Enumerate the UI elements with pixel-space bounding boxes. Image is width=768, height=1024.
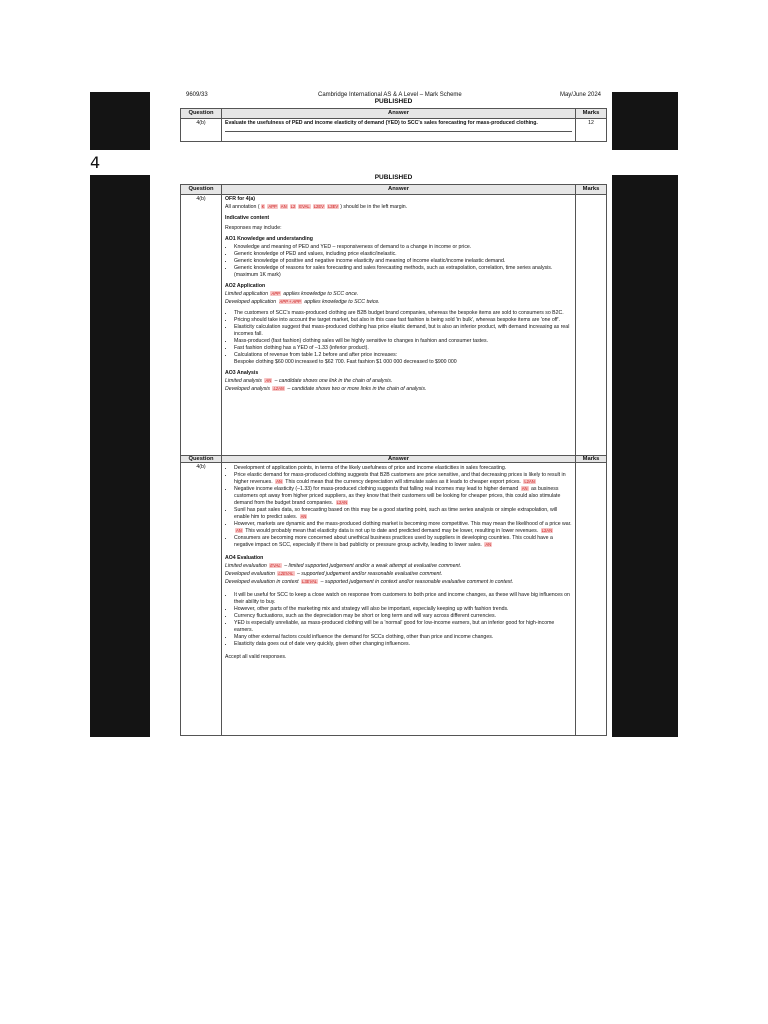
right-black-bar-mid [612,175,678,455]
ao3-points-list [225,465,572,549]
list-item: • Generic knowledge of positive and negative income elasticity and meaning of income elastic/income inelastic demand. [234,258,572,265]
syllabus-code: 9609/33 [186,92,208,98]
list-item: • Consumers are becoming more concerned about unethical business practices used by suppliers in developing countries. This could have a negative impact on SCC, especially if there is bad publicity or pressure group activity, leading to lower sales. AN [234,535,572,549]
list-item: • Generic knowledge of PED and values, including price elastic/inelastic. [234,251,572,258]
list-item: • Currency fluctuations, such as the depreciation may be short or long term and will vary across different currencies. [234,613,572,620]
list-item: • Sunil has past sales data, so forecasting based on this may be a good starting point, such as time series analysis or simple extrapolation, will enable him to predict sales. AN [234,507,572,521]
answer-content [222,463,576,736]
ao2-developed: Developed application APP + APP applies knowledge to SCC twice. [225,299,380,305]
col-question: Question [181,109,222,119]
list-item: • Pricing should take into account the target market, but also in this case fast fashion is being sold 'in bulk', whereas bespoke items are 'one off'. [234,317,572,324]
list-item: • Calculations of revenue from table 1.2 before and after price increases: Bespoke clothing $60 000 increased to $62 700. Fast fashion $1 000 000 decreased to $900 000 [234,352,572,366]
list-item: • Elasticity calculation suggest that mass-produced clothing has price elastic demand, but is also an inferior product, with demand increasing as real incomes fall. [234,324,572,338]
list-item: • Development of application points, in terms of the likely usefulness of price and income elasticities in sales forecasting. [234,465,572,472]
prompt-text: Evaluate the usefulness of PED and income elasticity of demand (YED) to SCC's sales forecasting for mass-produced clothing. [225,120,538,126]
top-scan-fragment [180,90,607,152]
question-prompt [222,119,576,142]
col-answer: Answer [222,456,576,463]
revenue-calculation: Bespoke clothing $60 000 increased to $62 700. Fast fashion $1 000 000 decreased to $900 000 [234,359,457,365]
list-item: • However, other parts of the marketing mix and strategy will also be important, especially keeping up with fashion trends. [234,606,572,613]
list-item: • Price elastic demand for mass-produced clothing suggests that B2B customers are price sensitive, and that decreasing prices is likely to result in higher revenues. AN This could mean that the currency depreciation will stimulate sales as it leads to cheaper export prices. L2AN [234,472,572,486]
list-item: • Negative income elasticity (–1.33) for mass-produced clothing suggests that falling real incomes may lead to higher demand AN as business customers opt away from higher priced suppliers, as they know that their customers will be looking for cheaper prices, this could also stimulate demand from the budget brand companies. L2AN [234,486,572,507]
document-header [180,90,607,102]
published-label: PUBLISHED [374,98,413,105]
mark-scheme-table-bottom [180,455,607,736]
ao4-context: Developed evaluation in context L3EVAL – supported judgement in context and/or reasonable evaluative comment in context. [225,579,514,585]
ao3-developed: Developed analysis L2AN – candidate shows two or more links in the chain of analysis. [225,386,427,392]
published-label-2: PUBLISHED [374,174,413,181]
left-black-bar-bottom [90,455,150,737]
ao2-heading: AO2 Application [225,283,266,289]
mark-scheme-table-middle [180,184,607,455]
indicative-content-heading: Indicative content [225,215,270,221]
list-item: • Elasticity data goes out of date very quickly, given other changing influences. [234,641,572,648]
ao4-limited: Limited evaluation EVAL – limited supported judgement and/or a weak attempt at evaluative comment. [225,563,462,569]
ao2-list [225,310,572,366]
right-black-bar-bottom [612,455,678,737]
list-item: • Fast fashion clothing has a YED of –1.33 (inferior product). [234,345,572,352]
list-item: • However, markets are dynamic and the mass-produced clothing market is becoming more competitive. This may mean the likelihood of a price war. AN This would probably mean that elasticity data is not up to date and predicted demand may be lower, resulting in lower revenues. L2AN [234,521,572,535]
left-black-bar-mid [90,175,150,455]
marks-cell [576,463,607,736]
list-item: • The customers of SCC's mass-produced clothing are B2B budget brand companies, whereas the bespoke items are sold to consumers so B2C. [234,310,572,317]
list-item: • Knowledge and meaning of PED and YED – responsiveness of demand to a change in income or price. [234,244,572,251]
col-answer: Answer [222,185,576,195]
document-title: Cambridge International AS & A Level – Mark Scheme [318,92,462,98]
ao3-limited: Limited analysis AN – candidate shows one link in the chain of analysis. [225,378,393,384]
marks-cell [576,195,607,456]
ao4-heading: AO4 Evaluation [225,555,264,561]
left-black-bar-top [90,92,150,150]
ao4-developed: Developed evaluation L2EVAL – supported judgement and/or reasonable evaluative comment. [225,571,443,577]
col-marks: Marks [576,185,607,195]
col-question: Question [181,185,222,195]
question-number: 4(b) [181,195,222,456]
accept-note: Accept all valid responses. [225,654,287,660]
list-item: • YED is especially unreliable, as mass-produced clothing will be a 'normal' good for low-income earners, but an inferior good for high-income earners. [234,620,572,634]
bottom-scan-fragment [180,455,607,737]
list-item: • Many other external factors could influence the demand for SCCs clothing, other than price and income changes. [234,634,572,641]
right-black-bar-top [612,92,678,150]
question-marks: 12 [576,119,607,142]
ao1-heading: AO1 Knowledge and understanding [225,236,313,242]
annotation-note: All annotation ( K APP AN L2 EVAL L2EV L3EV ) should be in the left margin. [225,204,408,210]
ao2-limited: Limited application APP applies knowledge to SCC once. [225,291,359,297]
responses-intro: Responses may include: [225,225,282,231]
col-answer: Answer [222,109,576,119]
ao4-list [225,592,572,648]
mark-scheme-table-top [180,108,607,142]
question-number: 4(b) [181,463,222,736]
list-item: • Mass-produced (fast fashion) clothing sales will be highly sensitive to changes in fashion and consumer tastes. [234,338,572,345]
middle-scan-fragment [180,174,607,455]
col-question: Question [181,456,222,463]
col-marks: Marks [576,109,607,119]
page-number: 4 [90,153,101,172]
col-marks: Marks [576,456,607,463]
list-item: • It will be useful for SCC to keep a close watch on response from customers to both price and income changes, as these will have big influences on their ability to buy. [234,592,572,606]
question-number: 4(b) [181,119,222,142]
exam-session: May/June 2024 [559,92,601,98]
ao1-list [225,244,572,279]
ofr-heading: OFR for 4(a) [225,196,255,202]
ao3-heading: AO3 Analysis [225,370,259,376]
answer-content [222,195,576,456]
list-item: • Generic knowledge of reasons for sales forecasting and sales forecasting methods, such as extrapolation, correlation, time series analysis. (maximum 1K mark) [234,265,572,279]
